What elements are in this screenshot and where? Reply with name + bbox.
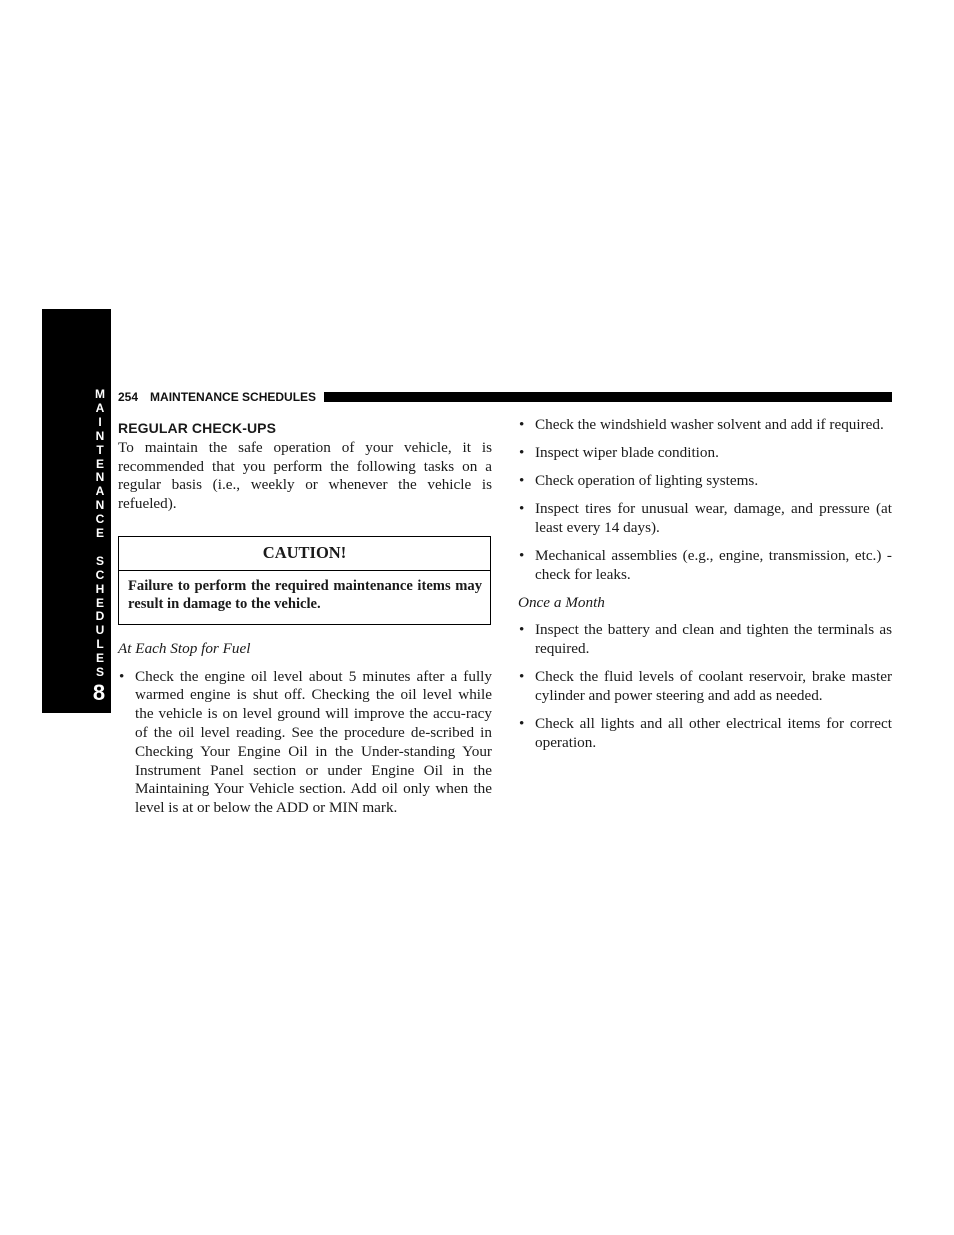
tab-letter: C <box>95 512 105 527</box>
page-number: 254 <box>118 390 139 404</box>
list-item <box>518 621 892 659</box>
list-item-text: Mechanical assemblies (e.g., engine, transmission, etc.) - check for leaks. <box>535 546 892 583</box>
list-item <box>518 547 892 585</box>
chapter-tab-label <box>90 388 110 680</box>
list-item <box>518 416 892 435</box>
list-item-text: Check the engine oil level about 5 minutes after a fully warmed engine is shut off. Checking the oil level while the vehicle is on level ground will improve the accu-racy of the oil level reading. See the procedure de-scribed in Checking Your Engine Oil in the Under-standing Your Instrument Panel section or under Engine Oil in the Maintaining Your Vehicle section. Add oil only when the level is at or below the ADD or MIN mark. <box>135 667 492 817</box>
list-item-text: Check all lights and all other electrical items for correct operation. <box>535 714 892 751</box>
tab-letter: H <box>95 581 105 596</box>
tab-letter: U <box>95 623 105 638</box>
caution-body: Failure to perform the required maintenance items may result in damage to the vehicle. <box>128 577 482 613</box>
bullet-icon: • <box>519 416 525 433</box>
fuel-stop-list <box>118 668 492 818</box>
list-item-text: Inspect wiper blade condition. <box>535 443 719 461</box>
monthly-list <box>518 621 892 752</box>
tab-letter: S <box>95 553 104 568</box>
tab-letter: E <box>95 651 104 666</box>
tab-letter: N <box>95 428 105 443</box>
page-header <box>118 389 892 405</box>
fuel-stop-list-continued <box>518 416 892 584</box>
fuel-stop-subheading: At Each Stop for Fuel <box>118 639 251 657</box>
right-column <box>518 416 892 762</box>
tab-letter: A <box>95 400 105 415</box>
tab-letter: E <box>95 456 104 471</box>
bullet-icon: • <box>519 443 525 461</box>
tab-letter: L <box>96 637 104 652</box>
bullet-icon: • <box>519 471 525 489</box>
tab-letter: N <box>95 498 105 513</box>
tab-letter: D <box>95 609 105 624</box>
tab-letter: T <box>96 442 104 457</box>
list-item <box>518 668 892 706</box>
list-item-text: Check operation of lighting systems. <box>535 471 759 489</box>
chapter-number: 8 <box>92 680 106 705</box>
list-item <box>518 444 892 463</box>
list-item <box>118 668 492 818</box>
tab-letter: A <box>95 484 105 499</box>
list-item <box>518 472 892 491</box>
bullet-icon: • <box>119 667 125 685</box>
list-item <box>518 500 892 538</box>
bullet-icon: • <box>519 621 525 639</box>
caution-box <box>118 536 491 625</box>
tab-letter: E <box>95 595 104 610</box>
bullet-icon: • <box>519 499 525 517</box>
bullet-icon: • <box>519 546 525 564</box>
header-rule <box>324 392 892 402</box>
tab-letter: C <box>95 567 105 582</box>
intro-paragraph: To maintain the safe operation of your vehicle, it is recommended that you perform the following tasks on a regular basis (i.e., weekly or whenever the vehicle is refueled). <box>118 438 492 513</box>
caution-title: CAUTION! <box>119 537 490 571</box>
bullet-icon: • <box>519 714 525 732</box>
monthly-subheading: Once a Month <box>518 593 605 611</box>
left-column <box>118 416 492 827</box>
section-title: MAINTENANCE SCHEDULES <box>150 390 317 404</box>
list-item <box>518 715 892 753</box>
bullet-icon: • <box>519 668 525 686</box>
list-item-text: Inspect the battery and clean and tighten the terminals as required. <box>535 621 892 658</box>
tab-letter: S <box>95 665 104 680</box>
tab-letter: E <box>95 526 104 541</box>
section-heading: REGULAR CHECK-UPS <box>118 420 277 436</box>
tab-letter: N <box>95 470 105 485</box>
list-item-text: Check the windshield washer solvent and add if required. <box>535 416 884 433</box>
tab-letter: M <box>95 387 105 401</box>
tab-letter: I <box>98 414 102 429</box>
list-item-text: Check the fluid levels of coolant reservoir, brake master cylinder and power steering and add as needed. <box>535 668 892 704</box>
list-item-text: Inspect tires for unusual wear, damage, and pressure (at least every 14 days). <box>535 499 892 536</box>
